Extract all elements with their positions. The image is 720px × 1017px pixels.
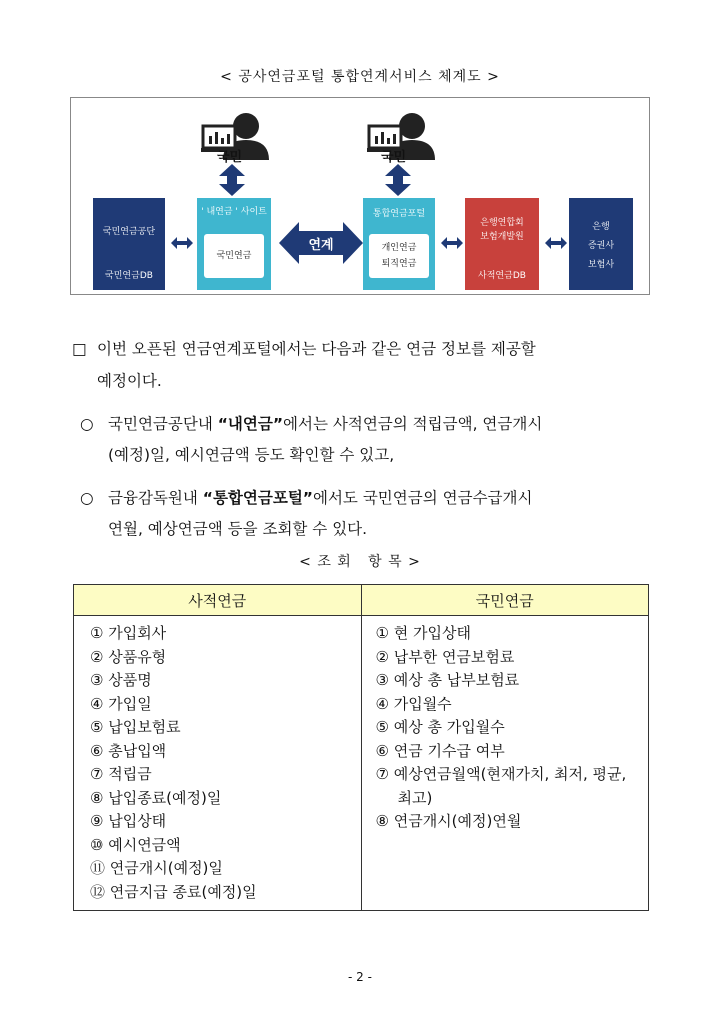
nps-db-label: 국민연금DB <box>105 271 153 281</box>
point1-line2: (예정)일, 예시연금액 등도 확인할 수 있고, <box>108 446 395 464</box>
intro-line1: 이번 오픈된 연금연계포털에서는 다음과 같은 연금 정보를 제공할 <box>97 340 536 358</box>
header-national-pension: 국민연금 <box>361 585 649 616</box>
point1-quote: “내연금” <box>217 415 284 433</box>
my-pension-inner <box>204 234 264 278</box>
link-label: 연계 <box>308 238 334 253</box>
institution-insurance: 보험사 <box>587 260 615 270</box>
list-item: ⑤ 납입보험료 <box>90 718 181 736</box>
point2-rest: 에서도 국민연금의 연금수급개시 <box>312 489 533 507</box>
diagram-title: < 공사연금포털 통합연계서비스 체계도 > <box>220 69 500 85</box>
list-item: ④ 가입월수 <box>375 694 452 713</box>
up-down-arrow-icon <box>217 164 247 196</box>
portal-inner-line1: 개인연금 <box>381 243 417 253</box>
portal-inner <box>369 234 429 278</box>
my-pension-box <box>197 198 271 290</box>
left-right-arrow-icon <box>545 237 567 249</box>
point2-quote: “통합연금포털” <box>202 489 313 507</box>
list-item: ③ 예상 총 납부보험료 <box>375 671 520 689</box>
list-item: ⑪ 연금개시(예정)일 <box>90 859 223 877</box>
intro-line2: 예정이다. <box>97 372 162 390</box>
portal-inner-line2: 퇴직연금 <box>381 259 417 269</box>
portal-header: 통합연금포털 <box>372 209 426 219</box>
institutions-box <box>569 198 633 290</box>
list-item: ① 현 가입상태 <box>375 624 471 642</box>
left-right-arrow-icon <box>441 237 463 249</box>
list-item: ⑧ 납입종료(예정)일 <box>90 788 222 807</box>
page-number: - 2 - <box>348 970 372 984</box>
point2-line1 <box>108 483 532 513</box>
institution-bank: 은행 <box>592 222 610 232</box>
intro-bullet: □ <box>72 340 87 358</box>
federation-line1: 은행연합회 <box>480 218 524 228</box>
table-title: < 조 회 항 목 > <box>299 554 421 570</box>
point2-org: 금융감독원내 <box>108 489 203 507</box>
national-items-cell <box>361 616 649 911</box>
list-item: ⑧ 연금개시(예정)연월 <box>375 812 522 830</box>
person-label-right: 국민 <box>381 150 407 165</box>
list-item: ② 납부한 연금보험료 <box>375 647 515 666</box>
list-item: ⑥ 연금 기수급 여부 <box>375 741 505 760</box>
portal-box <box>363 198 435 290</box>
list-item: ⑦ 적립금 <box>90 765 152 783</box>
up-down-arrow-icon <box>383 164 413 196</box>
header-private-pension: 사적연금 <box>74 585 362 616</box>
list-item: ⑤ 예상 총 가입월수 <box>375 718 505 736</box>
institution-securities: 증권사 <box>587 241 615 251</box>
list-item: ⑦ 예상연금월액(현재가치, 최저, 평균, 최고) <box>375 765 627 807</box>
private-items-cell <box>74 616 362 911</box>
federation-box <box>465 198 539 290</box>
my-pension-inner-label: 국민연금 <box>216 251 252 261</box>
service-diagram <box>70 97 650 295</box>
inquiry-items-table <box>73 584 649 911</box>
person-label-left: 국민 <box>217 150 243 165</box>
point1-line1 <box>108 409 542 439</box>
list-item: ① 가입회사 <box>90 624 167 642</box>
list-item: ⑨ 납입상태 <box>90 812 167 830</box>
list-item: ⑥ 총납입액 <box>90 741 167 760</box>
list-item: ③ 상품명 <box>90 671 152 689</box>
point2-bullet: ○ <box>80 489 94 507</box>
point2-line2: 연월, 예상연금액 등을 조회할 수 있다. <box>108 520 368 538</box>
point1-bullet: ○ <box>80 415 94 433</box>
private-db-label: 사적연금DB <box>478 271 526 281</box>
my-pension-header: ' 내연금 ' 사이트 <box>201 207 267 217</box>
list-item: ② 상품유형 <box>90 647 167 666</box>
nps-label: 국민연금공단 <box>102 227 156 237</box>
federation-line2: 보험개발원 <box>480 232 524 242</box>
point1-rest: 에서는 사적연금의 적립금액, 연금개시 <box>283 415 543 433</box>
list-item: ⑩ 예시연금액 <box>90 835 181 854</box>
left-right-arrow-icon <box>171 237 193 249</box>
point1-org: 국민연금공단내 <box>108 415 218 433</box>
nps-box <box>93 198 165 290</box>
list-item: ⑫ 연금지급 종료(예정)일 <box>90 882 257 901</box>
list-item: ④ 가입일 <box>90 694 152 713</box>
